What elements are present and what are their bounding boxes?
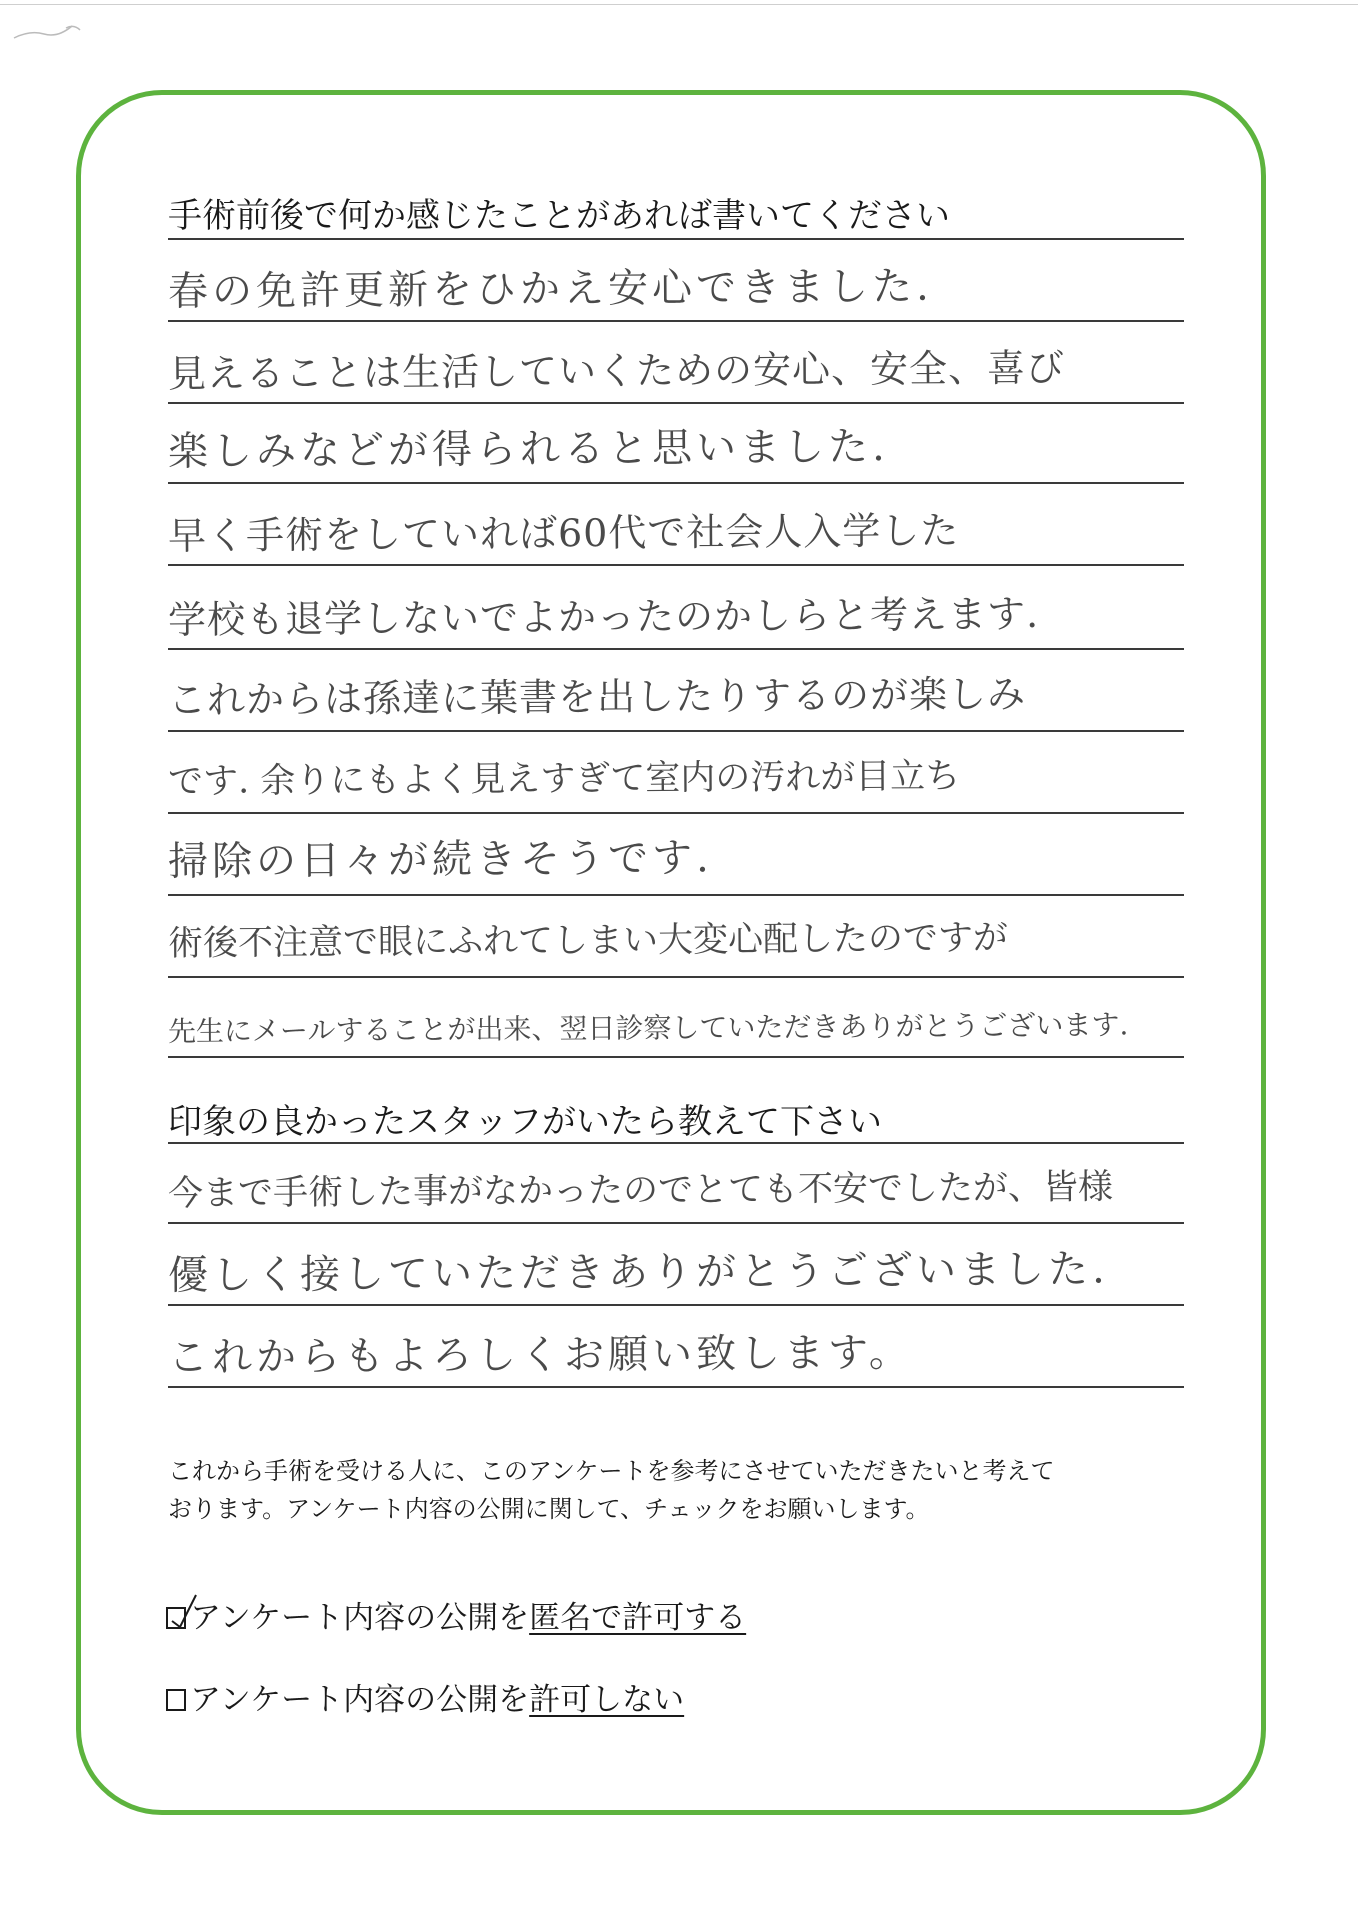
- impressions-answer-line: 学校も退学しないでよかったのかしらと考えます.: [167, 591, 1040, 642]
- impressions-answer-line: 先生にメールすることが出来、翌日診察していただきありがとうございます.: [167, 1008, 1129, 1048]
- answer-rule: [168, 482, 1184, 484]
- staff-answer-line: これからもよろしくお願い致します。: [167, 1329, 913, 1381]
- consent-option-emphasis: 匿名で許可する: [529, 1600, 747, 1636]
- answer-rule: [168, 648, 1184, 650]
- answer-rule: [168, 402, 1184, 404]
- impressions-answer-line: 術後不注意で眼にふれてしまい大変心配したのですが: [167, 918, 1009, 964]
- answer-rule: [168, 238, 1184, 240]
- check-mark-icon: [166, 1591, 198, 1631]
- consent-option-emphasis: 許可しない: [529, 1682, 685, 1718]
- impressions-answer-line: 掃除の日々が続きそうです.: [167, 835, 713, 885]
- consent-notice-line: これから手術を受ける人に、このアンケートを参考にさせていただきたいと考えて: [168, 1457, 1055, 1485]
- impressions-answer-line: 見えることは生活していくための安心、安全、喜び: [167, 345, 1066, 396]
- answer-rule: [168, 812, 1184, 814]
- staff-answer-line: 今まで手術した事がなかったのでとても不安でしたが、皆様: [167, 1167, 1114, 1214]
- impressions-answer-line: 早く手術をしていれば60代で社会人入学した: [167, 508, 960, 558]
- staff-answer-line: 優しく接していただきありがとうございました.: [167, 1246, 1109, 1299]
- consent-option-prefix: アンケート内容の公開を: [190, 1600, 530, 1636]
- consent-notice-line: おります。アンケート内容の公開に関して、チェックをお願いします。: [168, 1495, 930, 1523]
- impressions-answer-line: 春の免許更新をひかえ安心できました.: [167, 263, 933, 315]
- answer-rule: [168, 976, 1184, 978]
- answer-rule: [168, 564, 1184, 566]
- impressions-answer-line: 楽しみなどが得られると思いました.: [167, 423, 889, 475]
- answer-rule: [168, 1222, 1184, 1224]
- consent-option-prefix: アンケート内容の公開を: [190, 1682, 530, 1718]
- answer-rule: [168, 1386, 1184, 1388]
- answer-rule: [168, 1056, 1184, 1058]
- impressions-answer-line: です. 余りにもよく見えすぎて室内の汚れが目立ち: [167, 756, 961, 802]
- scan-smudge: [10, 8, 100, 44]
- staff-question-title: 印象の良かったスタッフがいたら教えて下さい: [168, 1102, 882, 1142]
- answer-rule: [168, 1304, 1184, 1306]
- scan-top-edge: [0, 4, 1358, 5]
- answer-rule: [168, 730, 1184, 732]
- checkbox-checked[interactable]: [166, 1607, 186, 1629]
- impressions-answer-line: これからは孫達に葉書を出したりするのが楽しみ: [167, 672, 1027, 722]
- answer-rule: [168, 894, 1184, 896]
- answer-rule: [168, 1142, 1184, 1144]
- impressions-question-title: 手術前後で何か感じたことがあれば書いてください: [168, 196, 950, 236]
- consent-option-refuse[interactable]: [166, 1680, 684, 1720]
- consent-option-anonymous[interactable]: [166, 1598, 746, 1638]
- checkbox-unchecked[interactable]: [166, 1689, 186, 1711]
- answer-rule: [168, 320, 1184, 322]
